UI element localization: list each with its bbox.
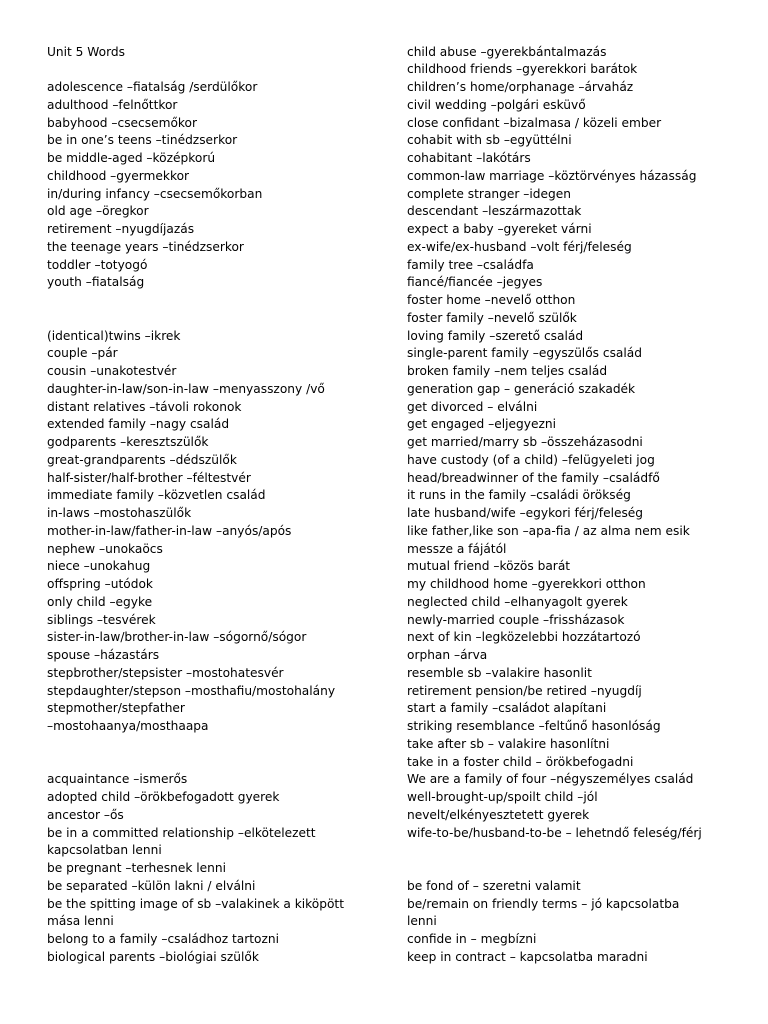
vocab-line: take after sb – valakire hasonlítni xyxy=(407,736,610,751)
vocab-line: be in one’s teens –tinédzserkor xyxy=(47,133,238,148)
vocab-line: childhood –gyermekkor xyxy=(47,168,190,183)
vocab-line: striking resemblance –feltűnő hasonlóság xyxy=(407,719,661,733)
vocab-line: get divorced – elválni xyxy=(407,399,538,414)
vocab-line: nevelt/elkényesztetett gyerek xyxy=(407,807,590,822)
vocab-line: expect a baby –gyereket várni xyxy=(407,222,592,236)
vocab-line: lenni xyxy=(407,914,437,929)
vocab-line: descendant –leszármazottak xyxy=(407,204,582,219)
vocab-line: be the spitting image of sb –valakinek a kiköpött xyxy=(47,896,344,911)
vocab-line: next of kin –legközelebbi hozzátartozó xyxy=(407,630,641,645)
vocab-line: foster family –nevelő szülők xyxy=(407,310,577,325)
vocab-line: mother-in-law/father-in-law –anyós/após xyxy=(47,523,292,538)
vocab-line: half-sister/half-brother –féltestvér xyxy=(47,470,251,485)
vocab-line: orphan –árva xyxy=(407,648,488,662)
vocab-line: (identical)twins –ikrek xyxy=(47,328,181,343)
right-column xyxy=(407,44,759,967)
vocab-line: nephew –unokaöcs xyxy=(47,541,163,556)
vocab-line: close confidant –bizalmasa / közeli ember xyxy=(407,115,662,130)
vocab-line: be fond of – szeretni valamit xyxy=(407,878,581,893)
vocab-line: retirement pension/be retired –nyugdíj xyxy=(407,683,642,698)
vocab-line: kapcsolatban lenni xyxy=(47,843,162,858)
vocab-line: children’s home/orphanage –árvaház xyxy=(407,80,634,94)
vocab-line: youth –fiatalság xyxy=(47,275,145,290)
vocab-line: be middle-aged –középkorú xyxy=(47,151,216,165)
vocab-line: siblings –tesvérek xyxy=(47,612,156,627)
blank-line xyxy=(47,292,392,310)
vocab-line: family tree –családfa xyxy=(407,257,534,272)
vocab-line: childhood friends –gyerekkori barátok xyxy=(407,62,638,77)
vocab-line: wife-to-be/husband-to-be – lehetndő feleség/férj xyxy=(407,825,702,840)
vocab-line: resemble sb –valakire hasonlit xyxy=(407,665,592,680)
blank-line xyxy=(407,842,759,860)
vocab-line: adopted child –örökbefogadott gyerek xyxy=(47,790,280,804)
vocab-line: my childhood home –gyerekkori otthon xyxy=(407,577,646,591)
blank-line xyxy=(47,310,392,328)
vocab-line: start a family –családot alapítani xyxy=(407,701,607,716)
vocab-line: fiancé/fiancée –jegyes xyxy=(407,275,543,290)
vocab-line: biological parents –biológiai szülők xyxy=(47,949,259,964)
vocab-line: newly-married couple –frissházasok xyxy=(407,612,625,627)
vocab-line: acquaintance –ismerős xyxy=(47,772,188,787)
vocab-line: loving family –szerető család xyxy=(407,328,584,343)
vocab-line: daughter-in-law/son-in-law –menyasszony /vő xyxy=(47,381,325,396)
vocab-line: distant relatives –távoli rokonok xyxy=(47,399,242,414)
vocab-line: cohabit with sb –együttélni xyxy=(407,133,572,148)
vocab-line: –mostohaanya/mosthaapa xyxy=(47,719,209,733)
vocab-line: like father,like son –apa-fia / az alma nem esik xyxy=(407,523,690,538)
vocab-line: sister-in-law/brother-in-law –sógornő/sógor xyxy=(47,630,307,645)
document-title: Unit 5 Words xyxy=(47,44,125,59)
vocab-line: retirement –nyugdíjazás xyxy=(47,222,195,236)
vocab-line: broken family –nem teljes család xyxy=(407,364,608,378)
vocab-line: great-grandparents –dédszülők xyxy=(47,452,237,467)
vocab-line: single-parent family –egyszülős család xyxy=(407,346,642,361)
vocab-line: extended family –nagy család xyxy=(47,417,230,432)
vocab-line: late husband/wife –egykori férj/feleség xyxy=(407,506,644,520)
vocab-line: keep in contract – kapcsolatba maradni xyxy=(407,949,648,964)
vocab-line: We are a family of four –négyszemélyes család xyxy=(407,772,694,787)
vocab-line: immediate family –közvetlen család xyxy=(47,488,266,503)
vocab-line: be separated –külön lakni / elválni xyxy=(47,878,256,893)
vocab-line: old age –öregkor xyxy=(47,204,149,219)
vocab-line: adulthood –felnőttkor xyxy=(47,97,178,112)
vocab-line: mása lenni xyxy=(47,914,114,929)
vocab-line: get engaged –eljegyezni xyxy=(407,417,556,432)
vocab-line: stepbrother/stepsister –mostohatesvér xyxy=(47,665,284,680)
left-column xyxy=(47,44,392,967)
vocab-line: neglected child –elhanyagolt gyerek xyxy=(407,594,628,609)
vocab-line: godparents –keresztszülők xyxy=(47,435,209,449)
vocab-line: spouse –házastárs xyxy=(47,648,160,662)
vocab-line: generation gap – generáció szakadék xyxy=(407,381,636,396)
vocab-line: it runs in the family –családi örökség xyxy=(407,488,631,503)
vocab-line: only child –egyke xyxy=(47,594,153,609)
vocab-line: niece –unokahug xyxy=(47,559,151,574)
vocab-line: stepdaughter/stepson –mosthafiu/mostohalány xyxy=(47,683,336,698)
vocab-line: have custody (of a child) –felügyeleti jog xyxy=(407,452,655,467)
vocab-line: couple –pár xyxy=(47,346,118,361)
vocab-line: in-laws –mostohaszülők xyxy=(47,506,192,520)
vocab-line: confide in – megbízni xyxy=(407,932,537,946)
vocab-line: babyhood –csecsemőkor xyxy=(47,115,198,130)
vocab-line: take in a foster child – örökbefogadni xyxy=(407,754,634,769)
blank-line xyxy=(47,61,392,79)
vocab-line: complete stranger –idegen xyxy=(407,186,571,201)
vocab-line: cousin –unakotestvér xyxy=(47,364,177,378)
vocab-line: be pregnant –terhesnek lenni xyxy=(47,861,227,875)
vocab-line: toddler –totyogó xyxy=(47,257,148,272)
vocab-line: get married/marry sb –összeházasodni xyxy=(407,435,643,449)
vocab-line: be in a committed relationship –elkötelezett xyxy=(47,825,316,840)
vocab-line: messze a fájától xyxy=(407,541,507,556)
blank-line xyxy=(47,736,392,754)
vocab-line: cohabitant –lakótárs xyxy=(407,151,531,165)
vocab-line: foster home –nevelő otthon xyxy=(407,293,576,307)
vocab-line: the teenage years –tinédzserkor xyxy=(47,239,244,254)
vocab-line: belong to a family –családhoz tartozni xyxy=(47,932,280,946)
vocab-line: civil wedding –polgári esküvő xyxy=(407,97,586,112)
vocab-line: in/during infancy –csecsemőkorban xyxy=(47,186,263,201)
vocab-line: mutual friend –közös barát xyxy=(407,559,571,574)
vocab-line: head/breadwinner of the family –családfő xyxy=(407,470,660,485)
vocab-line: well-brought-up/spoilt child –jól xyxy=(407,790,598,804)
blank-line xyxy=(47,754,392,772)
vocab-line: be/remain on friendly terms – jó kapcsolatba xyxy=(407,896,680,911)
blank-line xyxy=(407,860,759,878)
vocab-line: stepmother/stepfather xyxy=(47,701,185,716)
vocab-line: offspring –utódok xyxy=(47,577,153,591)
vocab-line: adolescence –fiatalság /serdülőkor xyxy=(47,80,258,94)
vocab-line: child abuse –gyerekbántalmazás xyxy=(407,44,607,59)
vocab-line: common-law marriage –köztörvényes házasság xyxy=(407,168,697,183)
vocab-line: ex-wife/ex-husband –volt férj/feleség xyxy=(407,239,632,254)
vocab-line: ancestor –ős xyxy=(47,807,124,822)
